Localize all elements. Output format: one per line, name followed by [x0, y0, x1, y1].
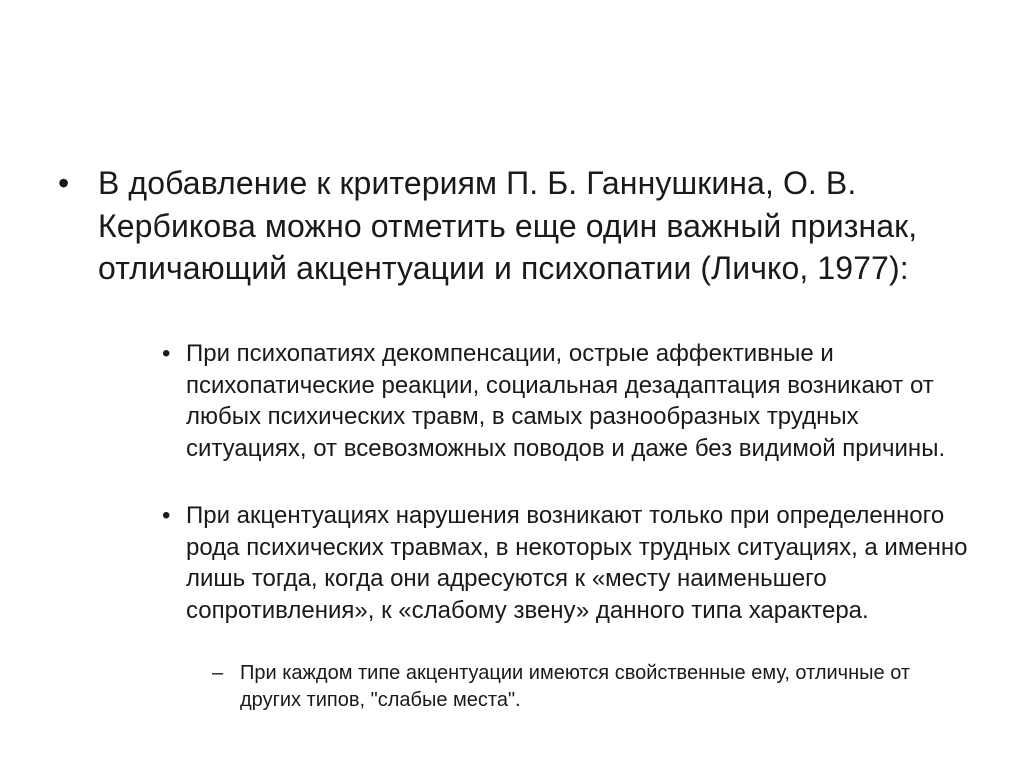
sub-point-text: При акцентуациях нарушения возникают только при определенного рода психических травмах, в некоторых трудных ситуациях, а именно лишь тогда, когда они адресуются к «месту наименьшего сопротивления», к «слабому звену» данного типа характера.: [186, 502, 968, 624]
nested-bullet-item: [212, 660, 972, 714]
main-bullet-item: [58, 162, 978, 290]
main-point-text: В добавление к критериям П. Б. Ганнушкина, О. В. Кербикова можно отметить еще один важный признак, отличающий акцентуации и психопатии (Личко, 1977):: [98, 165, 918, 286]
bullet-marker: •: [162, 502, 171, 529]
nested-point-text: При каждом типе акцентуации имеются свойственные ему, отличные от других типов, "слабые места".: [240, 662, 911, 711]
sub-bullet-item: [162, 338, 982, 464]
bullet-marker: •: [58, 165, 70, 201]
sub-bullet-item: [162, 500, 982, 626]
sub-point-text: При психопатиях декомпенсации, острые аффективные и психопатические реакции, социальная дезадаптация возникают от любых психических травм, в самых разнообразных трудных ситуациях, от всевозможных поводов и даже без видимой причины.: [186, 340, 946, 462]
bullet-marker: •: [162, 340, 171, 367]
dash-marker: –: [212, 662, 224, 684]
